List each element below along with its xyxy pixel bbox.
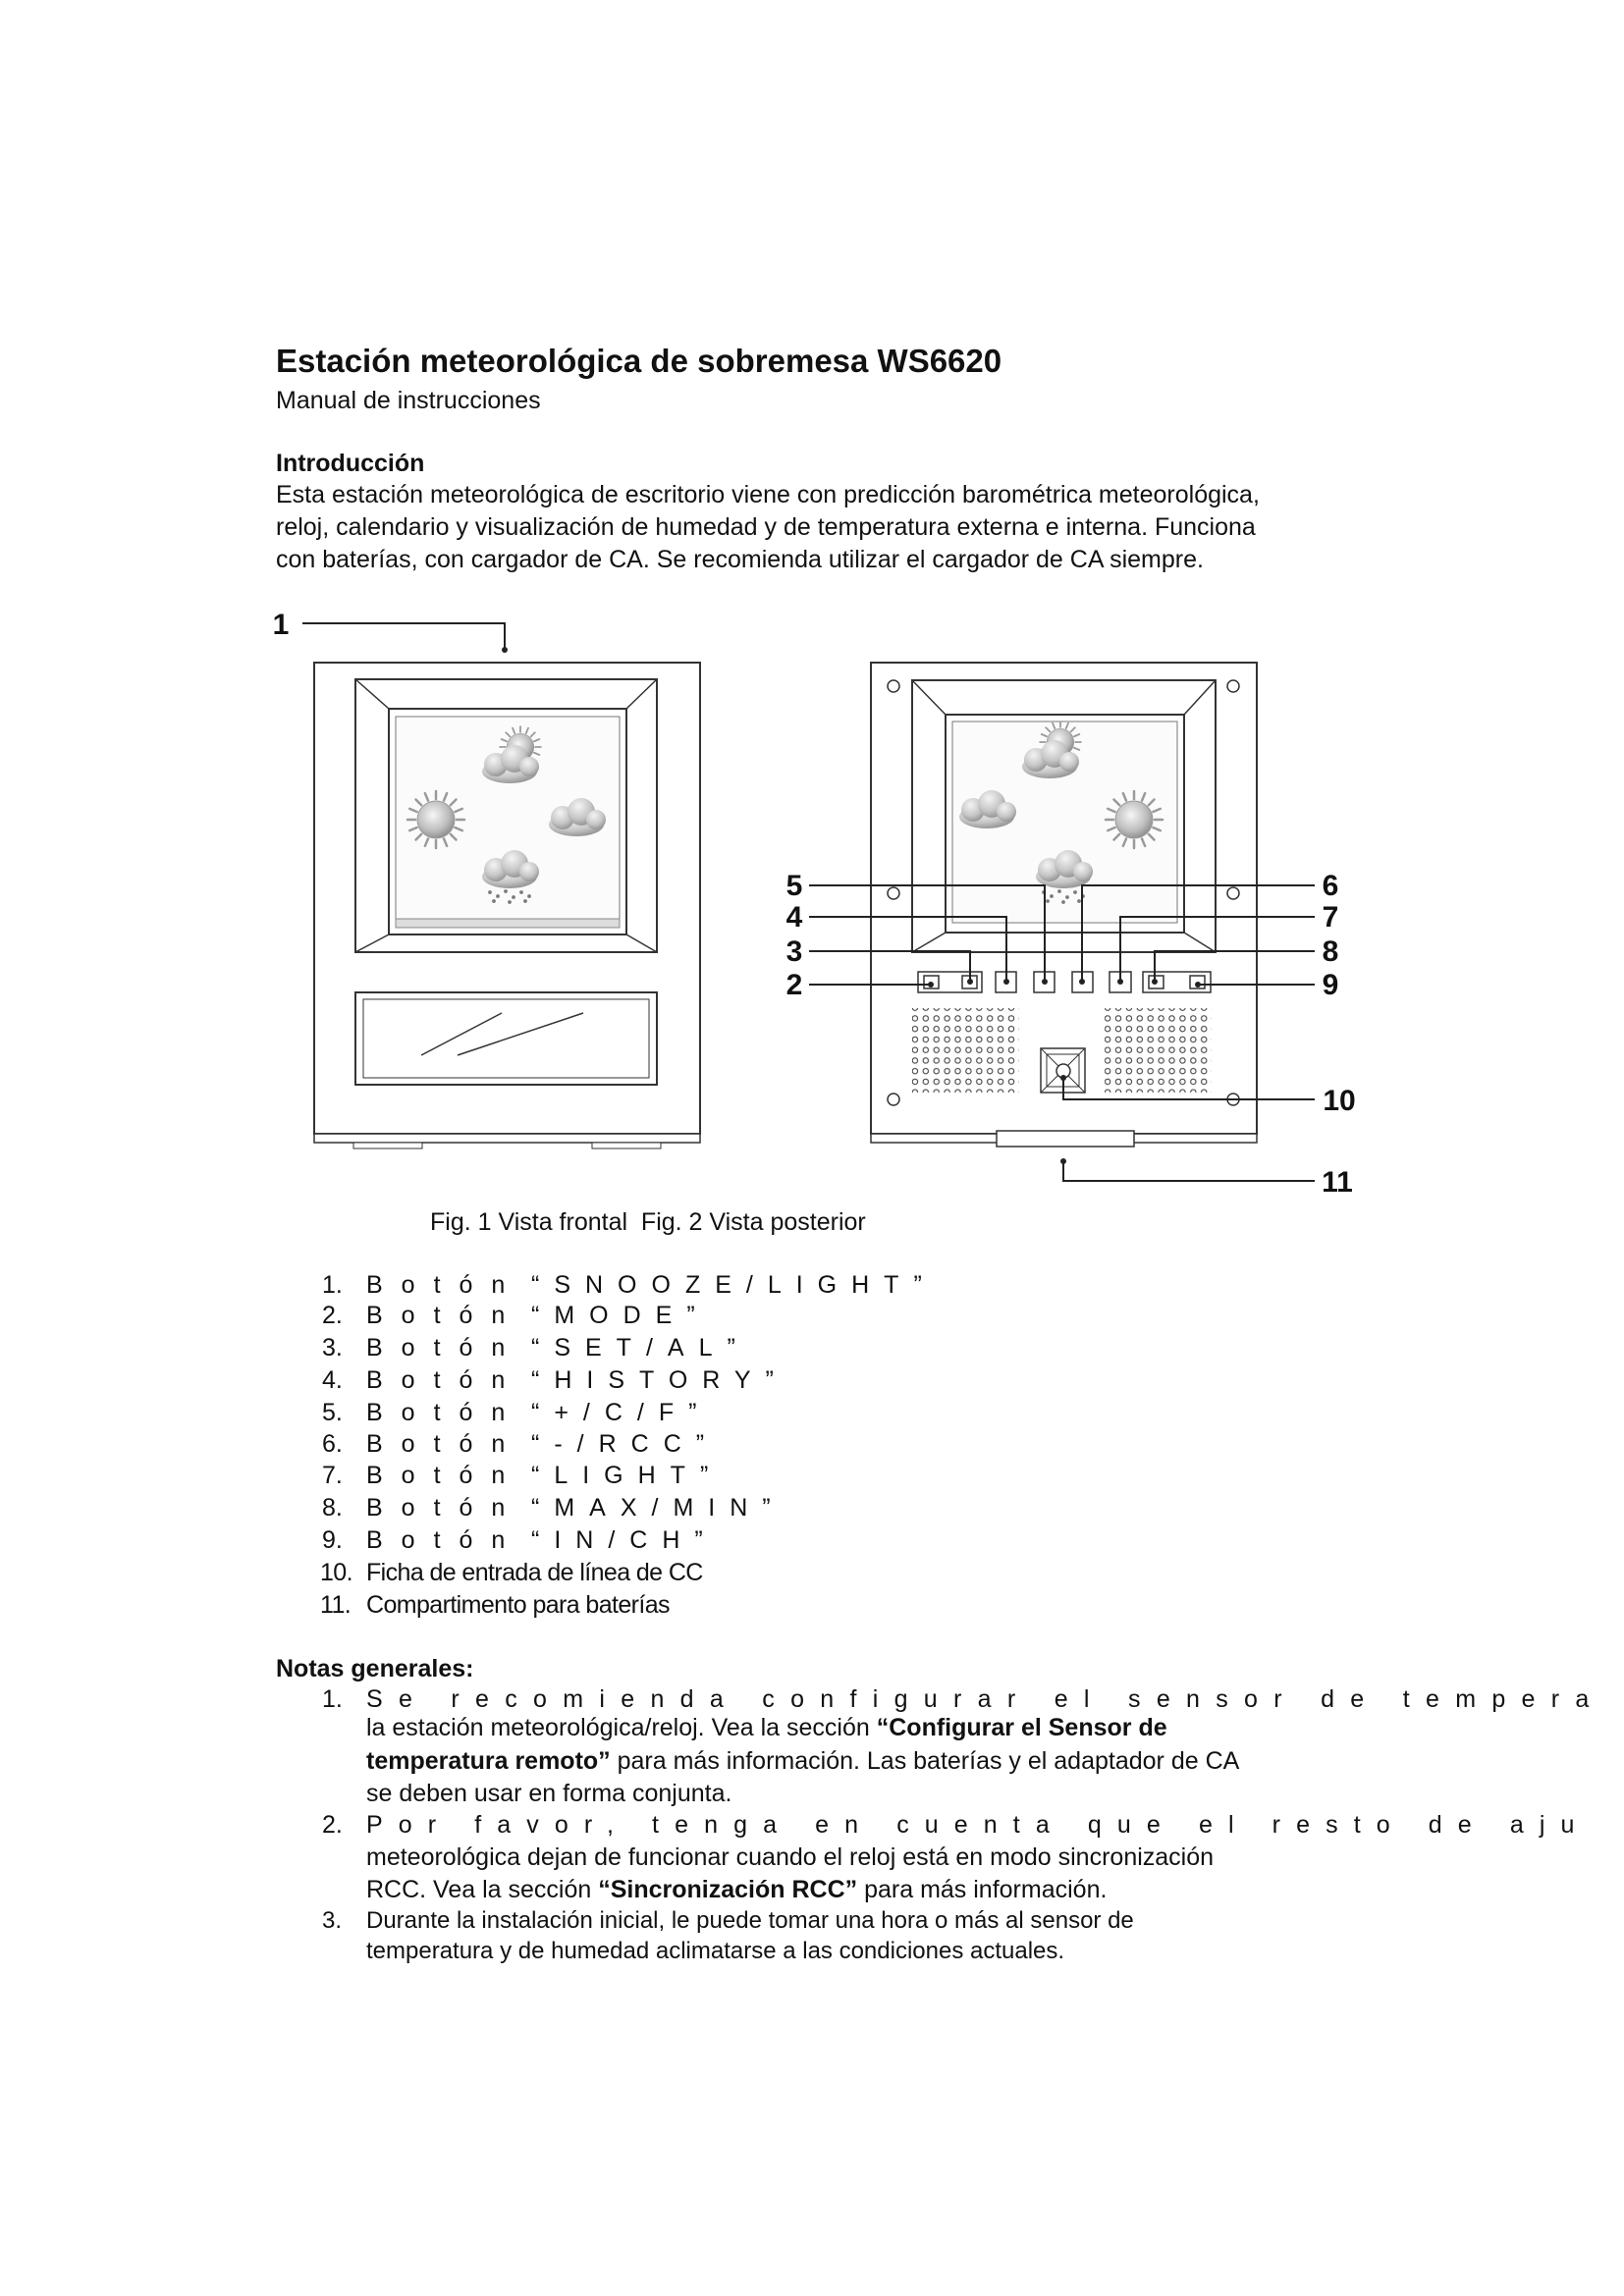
note-line: temperatura y de humedad aclimatarse a las condiciones actuales.	[366, 1938, 1065, 1964]
note-line	[366, 1713, 1167, 1742]
list-button-name: “SET/AL”	[531, 1334, 750, 1362]
note-line: meteorológica dejan de funcionar cuando el reloj está en modo sincronización	[366, 1843, 1215, 1871]
note-line: Durante la instalación inicial, le puede tomar una hora o más al sensor de	[366, 1907, 1134, 1934]
list-item	[0, 1398, 1624, 1427]
list-item	[0, 1525, 1624, 1555]
note-section-reference: temperatura remoto”	[366, 1747, 611, 1775]
list-text: Ficha de entrada de línea de CC	[366, 1559, 703, 1586]
note-line: se deben usar en forma conjunta.	[366, 1780, 732, 1807]
list-label: Botón	[366, 1399, 524, 1426]
list-button-name: “+/C/F”	[531, 1399, 712, 1426]
list-item	[0, 1461, 1624, 1490]
callout-label-3: 3	[785, 935, 803, 968]
callout-label-4: 4	[785, 901, 803, 934]
callout-1	[302, 623, 505, 648]
page-subtitle: Manual de instrucciones	[276, 387, 541, 414]
list-button-name: “MAX/MIN”	[531, 1494, 785, 1522]
callout-label-10: 10	[1323, 1085, 1356, 1117]
list-number: 2.	[322, 1302, 343, 1329]
note-number: 1.	[322, 1685, 343, 1713]
note-text: la estación meteorológica/reloj. Vea la sección	[366, 1714, 877, 1741]
note-section-reference: “Configurar el Sensor de	[876, 1714, 1167, 1741]
list-number: 1.	[322, 1271, 343, 1299]
list-number: 4.	[322, 1366, 343, 1394]
intro-line: Esta estación meteorológica de escritorio viene con predicción barométrica meteorológica,	[276, 481, 1260, 508]
list-number: 5.	[322, 1399, 343, 1426]
callout-label-7: 7	[1322, 901, 1339, 934]
note-line	[366, 1875, 1107, 1904]
figure-illustration	[0, 589, 1624, 1217]
list-button-name: “IN/CH”	[531, 1526, 718, 1554]
note-section-reference: “Sincronización RCC”	[598, 1876, 858, 1903]
list-item	[0, 1270, 1624, 1300]
list-number: 11.	[320, 1591, 352, 1619]
figure-caption: Fig. 1 Vista frontal Fig. 2 Vista posterior	[430, 1208, 866, 1236]
note-number: 2.	[322, 1811, 343, 1839]
list-item	[0, 1493, 1624, 1522]
list-label: Botón	[366, 1334, 524, 1362]
list-button-name: “HISTORY”	[531, 1366, 788, 1394]
intro-heading: Introducción	[276, 450, 425, 477]
list-label: Botón	[366, 1526, 524, 1554]
list-number: 8.	[322, 1494, 343, 1522]
callout-label-2: 2	[785, 969, 803, 1001]
callout-dot	[502, 647, 508, 653]
list-label: Botón	[366, 1430, 524, 1458]
list-item	[0, 1301, 1624, 1330]
list-button-name: “MODE”	[531, 1302, 710, 1329]
list-text: Compartimento para baterías	[366, 1591, 670, 1619]
note-line	[366, 1746, 1239, 1776]
page-title: Estación meteorológica de sobremesa WS6620	[276, 343, 1002, 379]
sun-icon	[407, 791, 464, 848]
list-number: 6.	[322, 1430, 343, 1458]
note-spaced-line: Por favor, tenga en cuenta que el resto de aju	[366, 1811, 1591, 1839]
list-label: Botón	[366, 1462, 524, 1489]
list-number: 7.	[322, 1462, 343, 1489]
list-item	[0, 1590, 1624, 1620]
intro-line: con baterías, con cargador de CA. Se recomienda utilizar el cargador de CA siempre.	[276, 546, 1204, 573]
list-item	[0, 1365, 1624, 1395]
callout-label-8: 8	[1322, 935, 1339, 968]
list-label: Botón	[366, 1366, 524, 1394]
list-item	[0, 1429, 1624, 1459]
list-item	[0, 1558, 1624, 1587]
list-number: 3.	[322, 1334, 343, 1362]
callout-label-9: 9	[1322, 969, 1339, 1001]
list-label: Botón	[366, 1302, 524, 1329]
note-text: para más información.	[857, 1876, 1108, 1903]
callout-label-1: 1	[272, 609, 290, 641]
list-number: 9.	[322, 1526, 343, 1554]
callout-label-6: 6	[1322, 870, 1339, 902]
callout-label-5: 5	[785, 870, 803, 902]
list-button-name: “-/RCC”	[531, 1430, 720, 1458]
note-text: para más información. Las baterías y el adaptador de CA	[610, 1747, 1240, 1775]
list-button-name: “LIGHT”	[531, 1462, 724, 1489]
list-label: Botón	[366, 1494, 524, 1522]
intro-line: reloj, calendario y visualización de humedad y de temperatura externa e interna. Funciona	[276, 513, 1256, 541]
list-label: Botón	[366, 1271, 524, 1299]
note-number: 3.	[322, 1907, 343, 1934]
front-view-device	[314, 663, 700, 1148]
callout-label-11: 11	[1322, 1166, 1353, 1199]
notes-heading: Notas generales:	[276, 1655, 474, 1682]
sun-icon	[1106, 791, 1163, 848]
note-text: RCC. Vea la sección	[366, 1876, 599, 1903]
note-spaced-line: Se recomienda configurar el sensor de tempera	[366, 1685, 1605, 1713]
list-item	[0, 1333, 1624, 1362]
list-button-name: “SNOOZE/LIGHT”	[531, 1271, 937, 1299]
list-number: 10.	[320, 1559, 352, 1586]
